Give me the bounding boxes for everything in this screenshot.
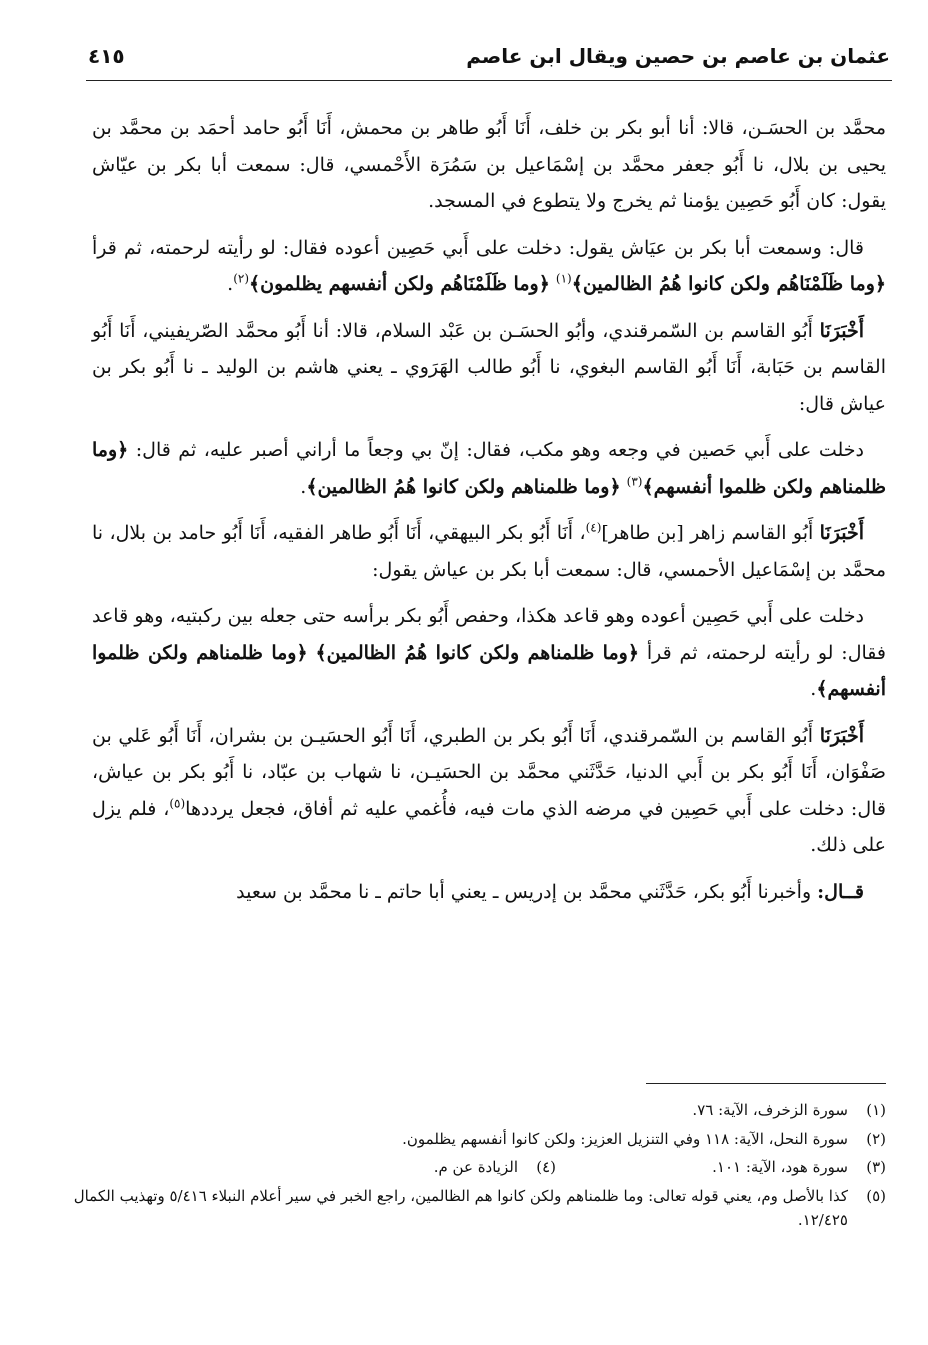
- footnote-text: سورة النحل، الآية: ١١٨ وفي التنزيل العزيز: ولكن كانوا أنفسهم يظلمون.: [402, 1129, 848, 1148]
- paragraph-text: .: [810, 678, 817, 700]
- narration-lead: قــال:: [817, 880, 864, 903]
- paragraph-text: ، فلم يزل على ذلك.: [92, 797, 886, 856]
- running-title: عثمان بن عاصم بن حصين ويقال ابن عاصم: [466, 44, 890, 68]
- footnote-ref: (٣): [626, 474, 643, 489]
- quran-verse: ﴿وما ظلمناهم ولكن كانوا هُمُ الظالمين﴾: [315, 641, 639, 664]
- footnote-number: (٢): [866, 1129, 886, 1148]
- quran-verse: ﴿وما ظَلَمْنَاهُم ولكن أنفسهم يظلمون﴾: [249, 273, 550, 295]
- footnote-row-3-4: [70, 1155, 886, 1180]
- footnote-rule: [646, 1083, 886, 1084]
- paragraph-text: قال: وسمعت أبا بكر بن عيَاش يقول: دخلت على أَبي حَصِين أعوده فقال: لو رأيته لرحمته، ثم قرأ: [92, 236, 864, 259]
- paragraph-text: دخلت على أَبي حَصين في وجعه وهو مكب، فقال: إنّ بي وجعاً ما أراني أصبر عليه، ثم قال:: [128, 439, 864, 461]
- footnote-number: (١): [866, 1101, 886, 1119]
- header-rule: [86, 80, 892, 81]
- paragraph: [92, 230, 886, 303]
- paragraph-text: أَبُو القاسم بن السّمرقندي، أَنَا أَبُو بكر بن الطبري، أَنَا أَبُو الحسَيـن بن بشران، أَنَا أَبُو عَلي بن صَفْوَان، أَنَا أَبُو بكر بن أَبي الدنيا، حَدَّثَني محمَّد بن الحسَيـن، نا شهاب بن عبّاد، نا أَبُو بكر بن عياش، قال: دخلت على أَبي حَصِين في مرضه الذي مات فيه، فأُغمي عليه ثم أفاق، فجعل يرددها: [92, 724, 886, 820]
- quran-verse: ﴿وما ظلمناهم ولكن ظلموا أنفسهم﴾: [92, 439, 886, 498]
- footnote-ref: (٢): [233, 271, 250, 286]
- paragraph-text: ، أَنَا أَبُو بكر البيهقي، أَنَا أَبُو طاهر الفقيه، أَنَا أَبُو حامد بن بلال، نا محمَّد بن إسْمَاعيل الأحمسي، قال: سمعت أبا بكر بن عياش يقول:: [92, 522, 886, 581]
- footnote-number: (٣): [866, 1158, 886, 1176]
- footnote-text: كذا بالأصل وم، يعني قوله تعالى: وما ظلمناهم ولكن كانوا هم الظالمين، راجع الخبر في سير أعلام النبلاء ٥/٤١٦ وتهذيب الكمال ١٢/٤٢٥.: [73, 1186, 848, 1229]
- footnotes: [70, 1098, 886, 1237]
- paragraph: [92, 718, 886, 864]
- footnote-2: [70, 1127, 886, 1152]
- paragraph: [92, 110, 886, 220]
- page-number: ٤١٥: [88, 44, 125, 68]
- quran-verse: ﴿وما ظلمناهم ولكن كانوا هُمُ الظالمين﴾: [306, 475, 621, 498]
- paragraph: [92, 598, 886, 708]
- paragraph: [92, 432, 886, 505]
- paragraph: [92, 313, 886, 423]
- footnote-ref: (٤): [585, 520, 602, 535]
- footnote-text: سورة الزخرف، الآية: ٧٦.: [692, 1101, 848, 1119]
- footnote-ref: (١): [555, 271, 572, 286]
- paragraph-text: أَبُو القاسم زاهر [بن طاهر]: [601, 522, 820, 544]
- paragraph: [92, 515, 886, 588]
- paragraph: [92, 874, 886, 911]
- footnote-number: (٥): [866, 1186, 886, 1205]
- page-header: [88, 44, 890, 80]
- footnote-1: [70, 1098, 886, 1123]
- footnote-5: [70, 1184, 886, 1233]
- paragraph-text: دخلت على أَبي حَصِين أعوده وهو قاعد هكذا، وحفص أَبُو بكر برأسه حتى جعله بين ركبتيه، وهو قاعد فقال: لو رأيته لرحمته، ثم قرأ: [92, 605, 886, 664]
- paragraph-text: محمَّد بن الحسَـن، قالا: أنا أبو بكر بن خلف، أَنَا أَبُو طاهر بن محمش، أَنَا أَبُو حامد أحمَد بن محمَّد بن يحيى بن بلال، نا أَبُو جعفر محمَّد بن إسْمَاعيل بن سَمُرَة الأَحْمسي، قال: سمعت أبا بكر بن عيّاش يقول: كان أَبُو حَصِين يؤمنا ثم يخرج ولا يتطوع في المسجد.: [92, 117, 886, 212]
- paragraph-text: [308, 642, 316, 664]
- footnote-text: الزيادة عن م.: [433, 1158, 518, 1176]
- footnote-number: (٤): [536, 1158, 556, 1176]
- paragraph-text: .: [227, 273, 234, 295]
- main-text: [92, 110, 886, 920]
- narration-lead: أَخْبَرَنَا: [819, 522, 864, 544]
- paragraph-text: وأخبرنا أَبُو بكر، حَدَّثَني محمَّد بن إدريس ـ يعني أبا حاتم ـ نا محمَّد بن سعيد: [236, 880, 818, 903]
- quran-verse: ﴿وما ظَلَمْنَاهُم ولكن كانوا هُمُ الظالمين﴾: [571, 273, 886, 295]
- paragraph-text: أَبُو القاسم بن السّمرقندي، وأبُو الحسَـن بن عَبْد السلام، قالا: أنا أَبُو محمَّد الصّريفيني، أَنَا أَبُو القاسم بن حَبَابة، أَنَا أَبُو القاسم البغوي، نا أَبُو طالب الهَرَوي ـ يعني هاشم بن الوليد ـ نا أَبُو بكر بن عياش قال:: [92, 319, 886, 415]
- paragraph-text: .: [300, 475, 307, 498]
- footnote-text: سورة هود، الآية: ١٠١.: [712, 1158, 848, 1176]
- narration-lead: أَخْبَرَنَا: [819, 319, 864, 342]
- footnote-4: [226, 1155, 556, 1180]
- narration-lead: أَخْبَرَنَا: [819, 724, 865, 747]
- quran-verse: ﴿وما ظلمناهم ولكن ظلموا أنفسهم﴾: [92, 641, 886, 700]
- footnote-3: [556, 1155, 886, 1180]
- footnote-ref: (٥): [169, 796, 186, 811]
